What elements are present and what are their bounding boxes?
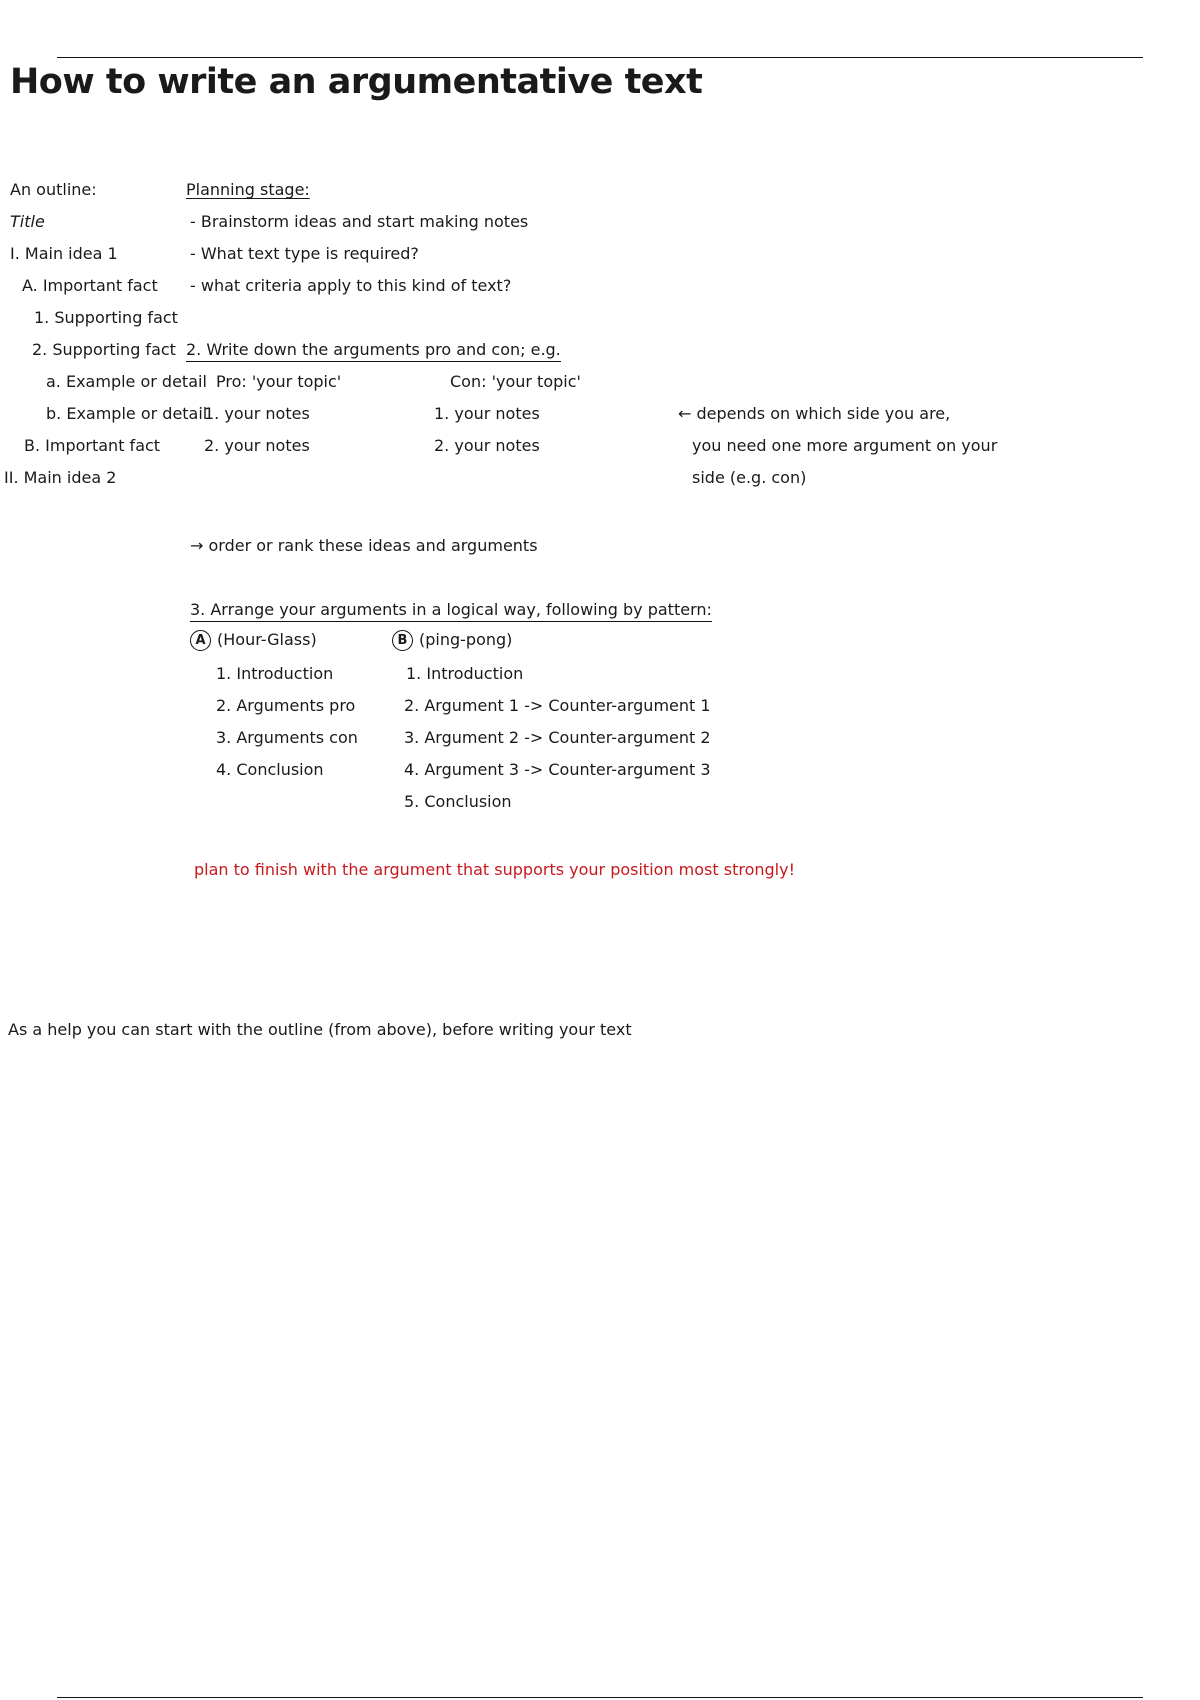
step2-heading: 2. Write down the arguments pro and con; e.g. [186,340,561,362]
outline-heading: An outline: [10,180,97,199]
pattern-a-header [190,630,317,651]
side-note-line-2: you need one more argument on your [692,436,998,455]
side-note-line-3: side (e.g. con) [692,468,807,487]
planning-bullet-3: - what criteria apply to this kind of text? [190,276,512,295]
pattern-a-label: (Hour-Glass) [217,630,317,649]
outline-item-example-b: b. Example or detail [46,404,208,423]
outline-item-example-a: a. Example or detail [46,372,207,391]
pro-note-1: 1. your notes [204,404,310,423]
order-note: → order or rank these ideas and arguments [190,536,538,555]
side-note-line-1: ← depends on which side you are, [678,404,951,423]
pattern-a-item-1: 1. Introduction [216,664,334,683]
pattern-b-item-2: 2. Argument 1 -> Counter-argument 1 [404,696,711,715]
circled-b-icon: B [392,630,413,651]
outline-item-supporting-fact-1: 1. Supporting fact [34,308,178,327]
pattern-b-item-3: 3. Argument 2 -> Counter-argument 2 [404,728,711,747]
con-label: Con: 'your topic' [450,372,581,391]
pattern-b-label: (ping-pong) [419,630,513,649]
top-rule [57,57,1143,58]
pattern-b-item-4: 4. Argument 3 -> Counter-argument 3 [404,760,711,779]
page-title: How to write an argumentative text [10,62,703,102]
outline-item-title: Title [10,212,45,231]
pattern-b-item-1: 1. Introduction [406,664,524,683]
pattern-a-item-2: 2. Arguments pro [216,696,356,715]
outline-item-main-idea-2: II. Main idea 2 [4,468,117,487]
pro-note-2: 2. your notes [204,436,310,455]
outline-item-important-fact-a: A. Important fact [22,276,158,295]
step3-heading: 3. Arrange your arguments in a logical way, following by pattern: [190,600,712,622]
pattern-a-item-4: 4. Conclusion [216,760,324,779]
planning-bullet-2: - What text type is required? [190,244,419,263]
bottom-rule [57,1697,1143,1698]
con-note-2: 2. your notes [434,436,540,455]
circled-a-icon: A [190,630,211,651]
con-note-1: 1. your notes [434,404,540,423]
outline-item-main-idea-1: I. Main idea 1 [10,244,118,263]
pattern-b-item-5: 5. Conclusion [404,792,512,811]
bottom-note: As a help you can start with the outline (from above), before writing your text [8,1020,632,1039]
planning-heading: Planning stage: [186,180,310,199]
pattern-b-header [392,630,512,651]
pro-label: Pro: 'your topic' [216,372,342,391]
pattern-a-item-3: 3. Arguments con [216,728,358,747]
planning-bullet-1: - Brainstorm ideas and start making notes [190,212,529,231]
outline-item-important-fact-b: B. Important fact [24,436,161,455]
red-emphasis-note: plan to finish with the argument that supports your position most strongly! [194,860,795,879]
outline-item-supporting-fact-2: 2. Supporting fact [32,340,176,359]
